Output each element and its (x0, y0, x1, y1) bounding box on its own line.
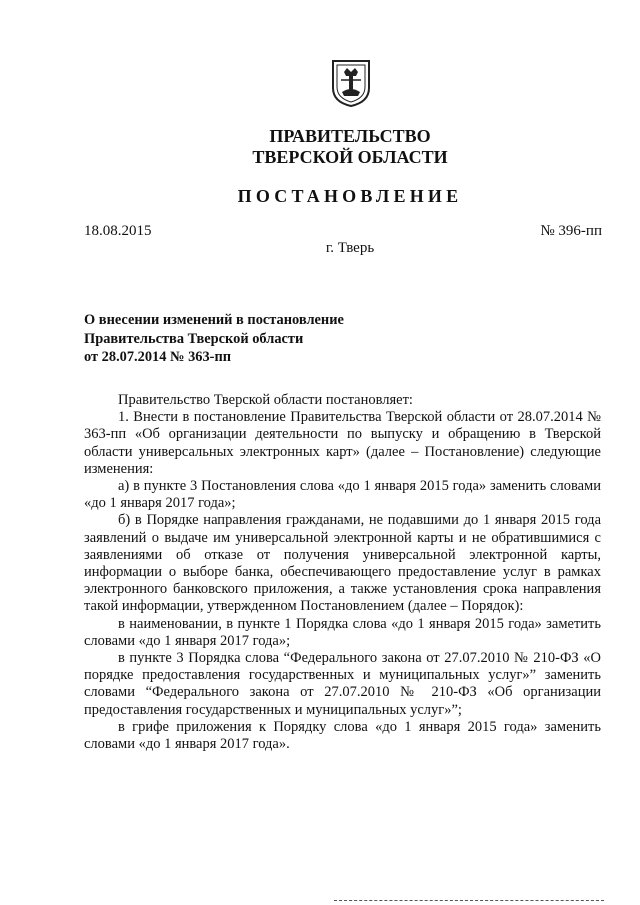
document-body (84, 392, 601, 753)
body-paragraph-a: а) в пункте 3 Постановления слова «до 1 января 2015 года» заменить словами «до 1 января 2017 года»; (84, 478, 601, 512)
document-date: 18.08.2015 (84, 223, 152, 239)
body-paragraph-intro: Правительство Тверской области постановляет: (118, 392, 413, 408)
body-paragraph-naming: в наименовании, в пункте 1 Порядка слова «до 1 января 2015 года» заметить словами «до 1 января 2017 года»; (84, 615, 601, 649)
page-bottom-divider (334, 900, 604, 901)
document-city: г. Тверь (325, 240, 375, 256)
body-paragraph-b: б) в Порядке направления гражданами, не подавшими до 1 января 2015 года заявлений о выдаче им универсальной электронной карты и не обратившимися с заявлениями об отказе от получения универсальной электронной карты, информации о выборе банка, обеспечивающего предоставление услуг в рамках электронного банковского приложения, а также установления срока направления такой информации, утвержденном Постановлением (далее – Порядок): (84, 512, 601, 615)
subject-line3: от 28.07.2014 № 363-пп (84, 349, 232, 365)
org-title-line1: ПРАВИТЕЛЬСТВО (269, 126, 431, 146)
body-paragraph-appendix: в грифе приложения к Порядку слова «до 1 января 2015 года» заменить словами «до 1 января 2017 года». (84, 718, 601, 753)
coat-of-arms-emblem (330, 58, 372, 108)
document-number: № 396-пп (540, 223, 602, 239)
body-paragraph-point3: в пункте 3 Порядка слова “Федерального закона от 27.07.2010 № 210-ФЗ «О порядке предоставления государственных и муниципальных услуг»” заменить словами “Федерального закона от 27.07.2010 № 210-ФЗ «Об организации предоставления государственных и муниципальных услуг»”; (84, 650, 601, 718)
subject-line1: О внесении изменений в постановление (84, 312, 344, 328)
body-paragraph-1: 1. Внести в постановление Правительства Тверской области от 28.07.2014 № 363-пп «Об организации деятельности по выпуску и обращению в Тверской области универсальных электронных карт» (далее – Постановление) следующие изменения: (84, 409, 601, 477)
document-subject (84, 311, 344, 367)
document-type-heading: ПОСТАНОВЛЕНИЕ (237, 186, 463, 206)
org-title-line2: ТВЕРСКОЙ ОБЛАСТИ (252, 147, 448, 167)
subject-line2: Правительства Тверской области (84, 330, 304, 347)
